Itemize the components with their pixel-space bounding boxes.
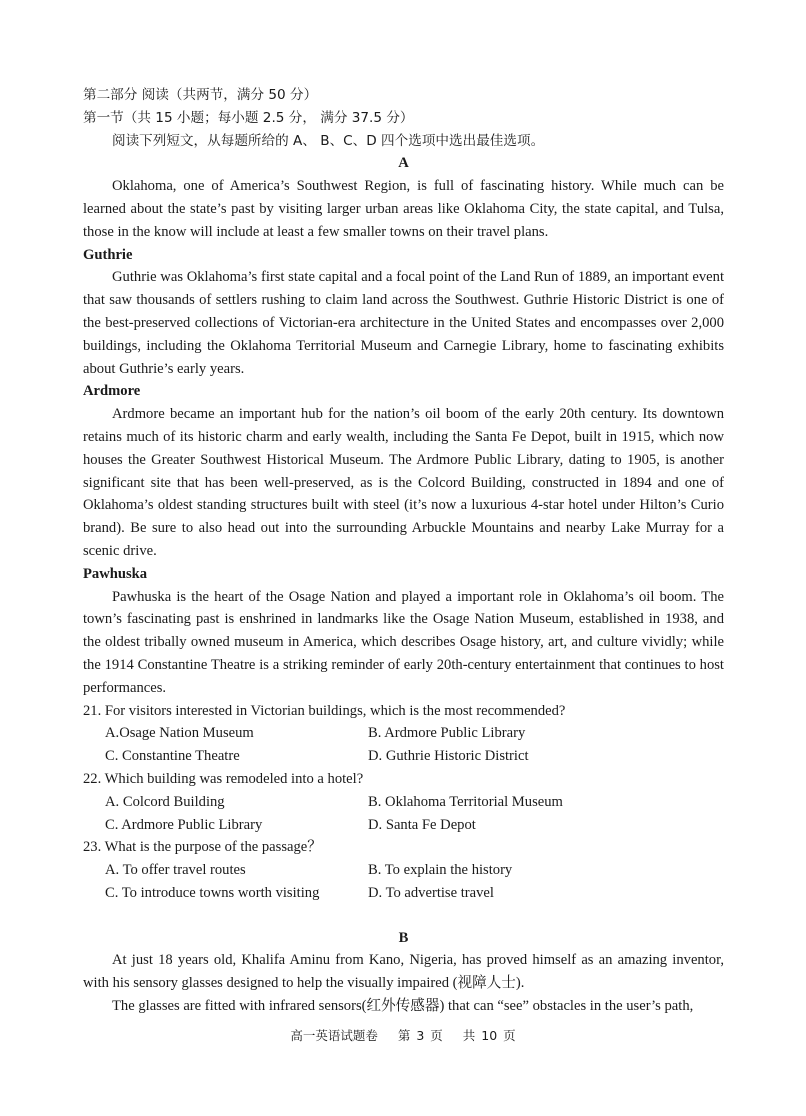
question-22 <box>83 768 724 836</box>
option-d: D. Guthrie Historic District <box>368 748 529 765</box>
option-a: A.Osage Nation Museum <box>105 725 254 742</box>
option-d: D. To advertise travel <box>368 884 494 901</box>
option-b: B. To explain the history <box>368 862 513 879</box>
section-body-guthrie: Guthrie was Oklahoma’s first state capital and a focal point of the Land Run of 1889, an important event that saw thousands of settlers rushing to claim land across the Southwest. Guthrie Historic District is one of the best-preserved collections of Victorian-era architecture in the United States and encompasses over 2,000 buildings, including the Oklahoma Territorial Museum and Carnegie Library, home to fascinating exhibits about Guthrie’s early years. <box>83 269 724 377</box>
section-heading-guthrie: Guthrie <box>83 246 133 263</box>
question-stem: 21. For visitors interested in Victorian buildings, which is the most recommended? <box>83 702 566 719</box>
section-body-ardmore: Ardmore became an important hub for the nation’s oil boom of the early 20th century. Its downtown retains much of its historic charm and early wealth, including the Santa Fe Depot, built in 1915, which now houses the Greater Southwest Historical Museum. The Ardmore Public Library, dating to 1905, is another significant site that has been well-preserved, as is the Colcord Building, constructed in 1894 and one of Oklahoma’s oldest standing structures built with steel (it’s now a luxurious 4-star hotel under Hilton’s Curio brand). Be sure to also head out into the surrounding Arbuckle Mountains and nearby Lake Murray for a scenic drive. <box>83 406 724 559</box>
instructions: 阅读下列短文，从每题所给的 A、 B、C、D 四个选项中选出最佳选项。 <box>112 132 545 149</box>
option-a: A. Colcord Building <box>105 793 225 810</box>
option-b: B. Oklahoma Territorial Museum <box>368 793 563 810</box>
section-body-pawhuska: Pawhuska is the heart of the Osage Nation and played a important role in Oklahoma’s oil boom. The town’s fascinating past is enshrined in landmarks like the Osage Nation Museum, established in 1938, and the oldest tribally owned museum in America, which describes Osage history, art, and culture vividly; while the 1914 Constantine Theatre is a striking reminder of early 20th-century entertainment that continues to host performances. <box>83 588 724 696</box>
passage-b-paragraph-2: The glasses are fitted with infrared sensors(红外传感器) that can “see” obstacles in the user’s path, <box>112 998 694 1015</box>
option-c: C. Ardmore Public Library <box>105 816 263 833</box>
option-d: D. Santa Fe Depot <box>368 816 476 833</box>
page-total: 共 10 页 <box>462 1028 516 1043</box>
question-stem: 23. What is the purpose of the passage？ <box>83 839 322 856</box>
option-a: A. To offer travel routes <box>105 862 246 879</box>
question-23 <box>83 836 724 904</box>
question-options <box>83 722 724 768</box>
option-c: C. To introduce towns worth visiting <box>105 884 320 901</box>
passage-b-label: B <box>398 929 409 946</box>
passage-a-label: A <box>398 155 409 172</box>
question-options <box>83 859 724 905</box>
section-heading-ardmore: Ardmore <box>83 383 141 400</box>
passage-a-intro: Oklahoma, one of America’s Southwest Region, is full of fascinating history. While much can be learned about the state’s past by visiting larger urban areas like Oklahoma City, the state capital, and Tulsa, those in the know will include at least a few smaller towns on their travel plans. <box>83 178 724 240</box>
question-options <box>83 791 724 837</box>
page-footer <box>0 1026 806 1044</box>
option-b: B. Ardmore Public Library <box>368 725 526 742</box>
page-number: 第 3 页 <box>397 1028 443 1043</box>
exam-name: 高一英语试题卷 <box>290 1028 378 1043</box>
part-title: 第二部分 阅读（共两节，满分 50 分） <box>83 87 318 103</box>
exam-page <box>83 84 724 1018</box>
spacer <box>83 905 724 927</box>
section-title: 第一节（共 15 小题；每小题 2.5 分， 满分 37.5 分） <box>83 109 414 126</box>
section-heading-pawhuska: Pawhuska <box>83 565 148 582</box>
question-stem: 22. Which building was remodeled into a hotel? <box>83 770 364 787</box>
question-21 <box>83 700 724 768</box>
option-c: C. Constantine Theatre <box>105 748 240 765</box>
passage-b-paragraph-1: At just 18 years old, Khalifa Aminu from Kano, Nigeria, has proved himself as an amazing inventor, with his sensory glasses designed to help the visually impaired (视障人士). <box>83 952 724 992</box>
